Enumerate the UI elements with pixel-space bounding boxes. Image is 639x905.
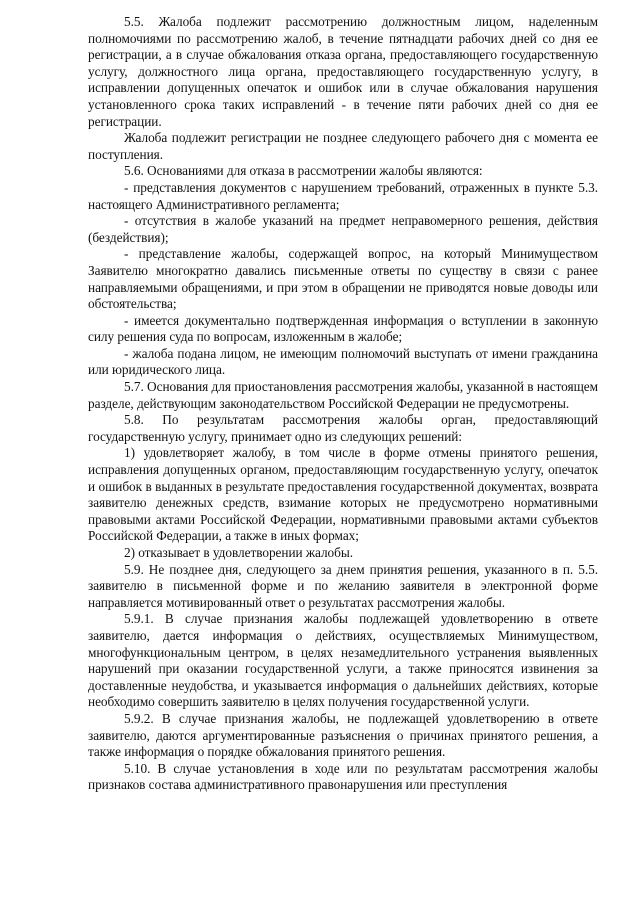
decision-refuse: 2) отказывает в удовлетворении жалобы.	[124, 545, 354, 560]
list-item-repeated-question: - представление жалобы, содержащей вопрос, на который Минимуществом Заявителю многократно давались письменные ответы по существу в связи с ранее направляемыми обращениями, и при этом в обращении не приводятся новые доводы или обстоятельства;	[88, 246, 598, 312]
list-item-no-subject: - отсутствия в жалобе указаний на предмет неправомерного решения, действия (бездействия);	[88, 213, 598, 245]
paragraph-5-7: 5.7. Основания для приостановления рассмотрения жалобы, указанной в настоящем разделе, действующим законодательством Российской Федерации не предусмотрены.	[88, 379, 598, 411]
list-item-court-decision: - имеется документально подтвержденная информация о вступлении в законную силу решения суда по вопросам, изложенным в жалобе;	[88, 312, 598, 345]
list-item-requirements: - представления документов с нарушением требований, отраженных в пункте 5.3. настоящего Административного регламента;	[88, 179, 598, 212]
paragraph-5-8: 5.8. По результатам рассмотрения жалобы орган, предоставляющий государственную услугу, принимает одно из следующих решений:	[88, 412, 598, 444]
paragraph-5-5: 5.5. Жалоба подлежит рассмотрению должностным лицом, наделенным полномочиями по рассмотрению жалоб, в течение пятнадцати рабочих дней со дня ее регистрации, а в случае обжалования отказа органа, предоставляющего государственную услугу, должностного лица органа, предоставляющего государственную услугу, в исправлении допущенных опечаток и ошибок или в случае обжалования нарушения установленного срока таких исправлений - в течение пяти рабочих дней со дня ее регистрации.	[88, 14, 598, 129]
list-item-no-authority: - жалоба подана лицом, не имеющим полномочий выступать от имени гражданина или юридического лица.	[88, 345, 598, 378]
paragraph-5-9: 5.9. Не позднее дня, следующего за днем принятия решения, указанного в п. 5.5. заявителю в письменной форме и по желанию заявителя в электронной форме направляется мотивированный ответ о результатах рассмотрения жалобы.	[88, 561, 598, 610]
paragraph-5-6: 5.6. Основаниями для отказа в рассмотрении жалобы являются:	[124, 163, 483, 179]
paragraph-5-10: 5.10. В случае установления в ходе или по результатам рассмотрения жалобы признаков состава административного правонарушения или преступления	[88, 760, 598, 793]
paragraph-5-9-2: 5.9.2. В случае признания жалобы, не подлежащей удовлетворению в ответе заявителю, даются аргументированные разъяснения о причинах принятого решения, а также информация о порядке обжалования принятого решения.	[88, 710, 598, 760]
document-body	[88, 14, 598, 794]
paragraph-5-9-1: 5.9.1. В случае признания жалобы подлежащей удовлетворению в ответе заявителю, дается информация о действиях, осуществляемых Минимуществом, многофункциональным центром, в целях незамедлительного устранения выявленных нарушений при оказании государственной услуги, а также приносятся извинения за доставленные неудобства, и указывается информация о дальнейших действиях, которые необходимо совершить заявителю в целях получения государственной услуги.	[88, 611, 598, 710]
decision-satisfy: 1) удовлетворяет жалобу, в том числе в форме отмены принятого решения, исправления допущенных органом, предоставляющим государственную услугу, опечаток и ошибок в выданных в результате предоставления государственной документах, возврата заявителю денежных средств, взимание которых не предусмотрено нормативными правовыми актами Российской Федерации, нормативными правовыми актами субъектов Российской Федерации, а также в иных формах;	[88, 445, 598, 544]
paragraph-registration: Жалоба подлежит регистрации не позднее следующего рабочего дня с момента ее поступления.	[88, 130, 598, 162]
